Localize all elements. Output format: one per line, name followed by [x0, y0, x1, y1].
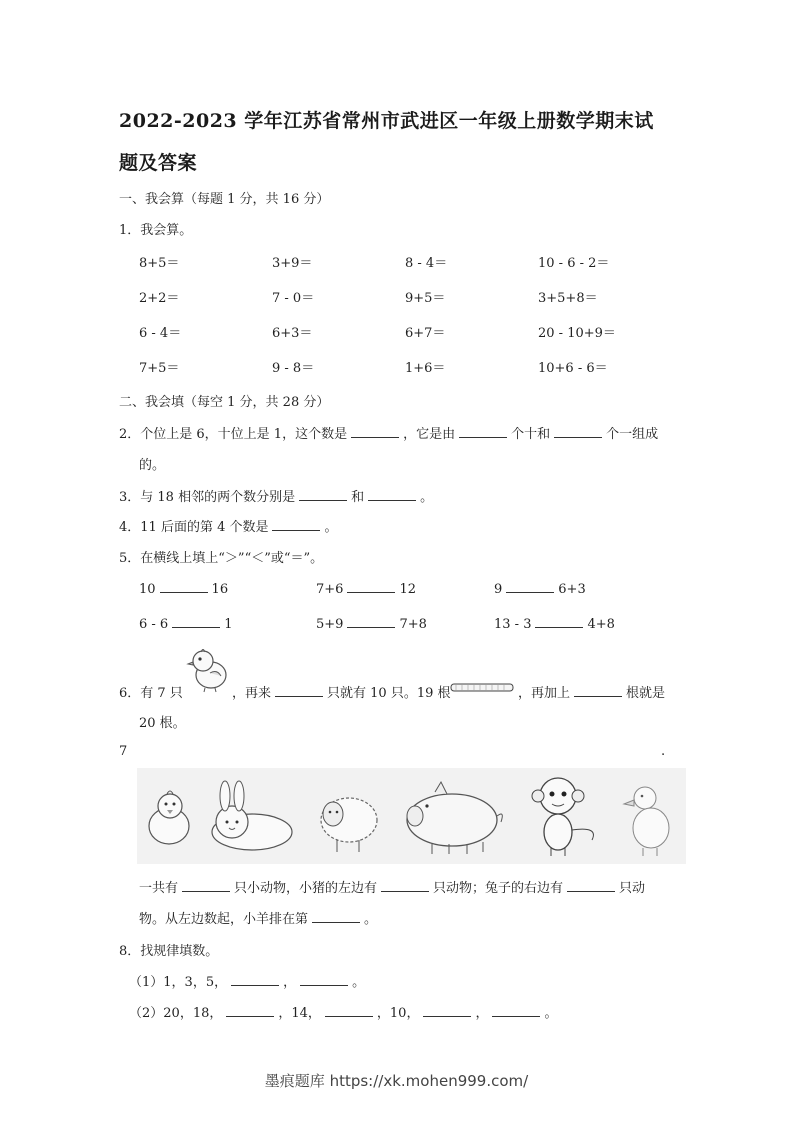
- animals-image: [137, 768, 686, 864]
- calc-item: 2+2＝: [139, 291, 180, 306]
- compare-item: [494, 580, 586, 597]
- question-8-part2: [129, 1002, 557, 1021]
- answer-blank[interactable]: [231, 973, 279, 986]
- calc-item: 20 - 10+9＝: [538, 326, 616, 341]
- answer-blank[interactable]: [347, 615, 395, 628]
- compare-left: 13 - 3: [494, 617, 532, 632]
- compare-left: 9: [494, 582, 503, 597]
- footer-watermark: 墨痕题库 https://xk.mohen999.com/: [264, 1072, 529, 1090]
- question-7-number: 7: [119, 744, 128, 759]
- answer-blank[interactable]: [535, 615, 583, 628]
- compare-item: [139, 580, 228, 597]
- q7-text: 只动: [619, 881, 646, 896]
- compare-right: 16: [211, 582, 229, 597]
- question-7-line1: [139, 877, 645, 896]
- q3-text: 3．与 18 相邻的两个数分别是: [119, 490, 296, 505]
- question-3: [119, 486, 433, 505]
- page-title-cont: 题及答案: [119, 152, 198, 174]
- compare-left: 5+9: [316, 617, 344, 632]
- question-6-end: [518, 682, 665, 701]
- calc-item: 6+7＝: [405, 326, 446, 341]
- compare-right: 6+3: [558, 582, 586, 597]
- question-2-cont: 的。: [139, 458, 166, 473]
- compare-right: 7+8: [399, 617, 427, 632]
- compare-right: 12: [399, 582, 416, 597]
- compare-item: [316, 615, 427, 632]
- answer-blank[interactable]: [172, 615, 220, 628]
- q8-text: （2）20，18，: [129, 1006, 223, 1021]
- question-7-line2: [139, 908, 377, 927]
- question-5: 5．在横线上填上“＞”“＜”或“＝”。: [119, 551, 324, 566]
- compare-item: [316, 580, 416, 597]
- calc-item: 3+9＝: [272, 256, 313, 271]
- calc-item: 1+6＝: [405, 361, 446, 376]
- answer-blank[interactable]: [381, 879, 429, 892]
- page-title: 2022-2023 学年江苏省常州市武进区一年级上册数学期末试: [119, 110, 654, 132]
- calc-item: 6 - 4＝: [139, 326, 182, 341]
- q8-text: 。: [352, 975, 366, 990]
- q4-text: 。: [324, 520, 338, 535]
- answer-blank[interactable]: [574, 684, 622, 697]
- compare-right: 4+8: [587, 617, 615, 632]
- compare-left: 7+6: [316, 582, 344, 597]
- question-8: 8．找规律填数。: [119, 944, 219, 959]
- q2-text: 个十和: [511, 427, 551, 442]
- answer-blank[interactable]: [368, 488, 416, 501]
- q4-text: 4．11 后面的第 4 个数是: [119, 520, 269, 535]
- compare-left: 6 - 6: [139, 617, 169, 632]
- compare-left: 10: [139, 582, 156, 597]
- q7-text: 物。从左边数起，小羊排在第: [139, 912, 309, 927]
- chick-icon: [185, 645, 233, 693]
- calc-item: 3+5+8＝: [538, 291, 598, 306]
- q8-text: ，: [283, 975, 297, 990]
- q3-text: 。: [420, 490, 434, 505]
- calc-item: 7+5＝: [139, 361, 180, 376]
- answer-blank[interactable]: [275, 684, 323, 697]
- q7-text: 只小动物，小猪的左边有: [234, 881, 378, 896]
- answer-blank[interactable]: [347, 580, 395, 593]
- answer-blank[interactable]: [182, 879, 230, 892]
- answer-blank[interactable]: [299, 488, 347, 501]
- q7-text: 只动物；兔子的右边有: [433, 881, 564, 896]
- answer-blank[interactable]: [492, 1004, 540, 1017]
- stick-icon: [450, 682, 516, 694]
- compare-item: [139, 615, 232, 632]
- answer-blank[interactable]: [506, 580, 554, 593]
- q8-text: （1）1，3，5，: [129, 975, 228, 990]
- answer-blank[interactable]: [351, 425, 399, 438]
- q8-text: ，14，: [278, 1006, 321, 1021]
- question-4: [119, 516, 338, 535]
- q7-text: 一共有: [139, 881, 179, 896]
- question-6: 6．有 7 只: [119, 686, 183, 701]
- q8-text: 。: [544, 1006, 558, 1021]
- q7-text: 。: [364, 912, 378, 927]
- q3-text: 和: [351, 490, 365, 505]
- calc-item: 10 - 6 - 2＝: [538, 256, 610, 271]
- question-2: [119, 423, 658, 442]
- q6-text: ，再来: [232, 686, 272, 701]
- answer-blank[interactable]: [272, 518, 320, 531]
- calc-item: 9 - 8＝: [272, 361, 315, 376]
- compare-right: 1: [224, 617, 233, 632]
- answer-blank[interactable]: [325, 1004, 373, 1017]
- q8-text: ，10，: [376, 1006, 420, 1021]
- q8-text: ，: [475, 1006, 489, 1021]
- q6-text: ，再加上: [518, 686, 571, 701]
- calc-item: 8+5＝: [139, 256, 180, 271]
- answer-blank[interactable]: [226, 1004, 274, 1017]
- question-7-dot: .: [661, 744, 666, 759]
- section-2-heading: 二、我会填（每空 1 分，共 28 分）: [119, 395, 330, 410]
- q6-text: 只就有 10 只。19 根: [327, 686, 451, 701]
- calc-item: 7 - 0＝: [272, 291, 315, 306]
- section-1-heading: 一、我会算（每题 1 分，共 16 分）: [119, 192, 330, 207]
- answer-blank[interactable]: [567, 879, 615, 892]
- question-1: 1．我会算。: [119, 223, 193, 238]
- q6-text: 根就是: [626, 686, 666, 701]
- q2-text: 2．个位上是 6，十位上是 1，这个数是: [119, 427, 348, 442]
- answer-blank[interactable]: [423, 1004, 471, 1017]
- answer-blank[interactable]: [160, 580, 208, 593]
- question-6-last: 20 根。: [139, 716, 186, 731]
- answer-blank[interactable]: [459, 425, 507, 438]
- answer-blank[interactable]: [554, 425, 602, 438]
- answer-blank[interactable]: [300, 973, 348, 986]
- answer-blank[interactable]: [312, 910, 360, 923]
- q2-text: ，它是由: [403, 427, 456, 442]
- q2-text: 个一组成: [606, 427, 659, 442]
- calc-item: 9+5＝: [405, 291, 446, 306]
- calc-item: 8 - 4＝: [405, 256, 448, 271]
- calc-item: 10+6 - 6＝: [538, 361, 608, 376]
- question-6-cont: [232, 682, 451, 701]
- compare-item: [494, 615, 615, 632]
- calc-item: 6+3＝: [272, 326, 313, 341]
- question-8-part1: [129, 971, 365, 990]
